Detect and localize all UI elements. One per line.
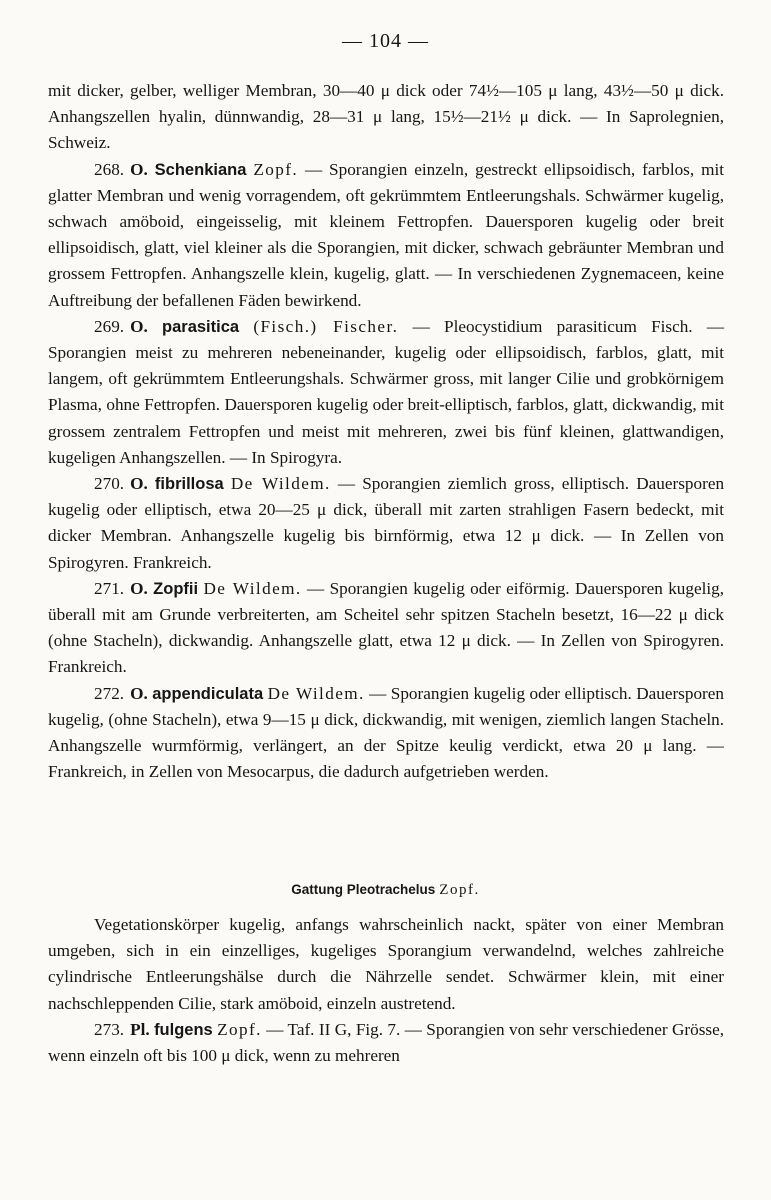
entry-number: 268. — [94, 159, 125, 179]
species-entry — [48, 471, 724, 576]
entry-author: De Wildem. — [267, 683, 365, 703]
entry-genus: O. — [130, 683, 148, 703]
species-entry — [48, 314, 724, 471]
entry-species: parasitica — [162, 317, 240, 336]
entry-text: — Sporangien ziemlich gross, elliptisch. Dauersporen kugelig oder elliptisch, etwa 20—25 μ dick, überall mit zarten strahligen Fasern bedeckt, mit dicker Membran. Anhangszelle kugelig bis birnförmig, etwa 12 μ dick. — In Zellen von Spirogyren. Frankreich. — [48, 474, 725, 572]
entry-number: 270. — [94, 474, 125, 494]
genus-description: Vegetationskörper kugelig, anfangs wahrscheinlich nackt, später von einer Membran umgeben, sich in ein einzelliges, kugeliges Sporangium verwandelnd, welches zahlreiche cylindrische Entleerungshälse durch die Nährzelle sendet. Schwärmer klein, mit einer nachschleppenden Cilie, stark amöboid, einzeln austretend. — [48, 915, 724, 1013]
entry-text: — Taf. II G, Fig. 7. — Sporangien von sehr verschiedener Grösse, wenn einzeln oft bis 100 μ dick, wenn zu mehreren — [48, 1019, 725, 1066]
species-entry — [48, 576, 724, 681]
entry-text: — Sporangien kugelig oder eiförmig. Dauersporen kugelig, überall mit am Grunde verbreiterten, am Scheitel sehr spitzen Stacheln besetzt, 16—22 μ dick (ohne Stacheln), dickwandig. Anhangszelle glatt, etwa 12 μ dick. — In Zellen von Spirogyren. Frankreich. — [48, 578, 725, 677]
genus-heading-label: Gattung Pleotrachelus — [291, 882, 436, 897]
genus-heading — [0, 882, 771, 899]
entry-species: fulgens — [154, 1020, 213, 1039]
entry-text: — Sporangien kugelig oder elliptisch. Dauersporen kugelig, (ohne Stacheln), etwa 9—15 μ dick, dickwandig, mit wenigen, ziemlich langen Stacheln. Anhangszelle wurmförmig, verlängert, an der Spitze keulig verdickt, etwa 20 μ lang. — Frankreich, in Zellen von Mesocarpus, die dadurch aufgetrieben werden. — [48, 683, 725, 782]
entry-text: — Sporangien einzeln, gestreckt ellipsoidisch, farblos, mit glatter Membran und wenig vorragendem, oft gekrümmtem Entleerungshals. Schwärmer kugelig, schwach amöboid, eingeisselig, mit kleinem Fettropfen. Dauersporen kugelig oder breit ellipsoidisch, glatt, viel kleiner als die Sporangien, mit dicker, schwach gebräunter Membran und grossem Fettropfen. Anhangszelle klein, kugelig, glatt. — In verschiedenen Zygnemaceen, keine Auftreibung der befallenen Fäden bewirkend. — [48, 159, 725, 310]
entry-author: De Wildem. — [203, 578, 302, 598]
entry-genus: O. — [130, 159, 148, 179]
species-entry — [48, 681, 724, 786]
entry-genus: O. — [130, 474, 148, 494]
main-text — [48, 78, 724, 785]
entry-genus: O. — [130, 316, 148, 336]
entry-number: 273. — [94, 1019, 125, 1039]
entry-text: — Pleocystidium parasiticum Fisch. — Sporangien meist zu mehreren nebeneinander, kugelig oder ellipsoidisch, farblos, glatt, mit langem, oft gekrümmtem Entleerungshals. Schwärmer gross, mit langer Cilie und grobkörnigem Plasma, ohne Fettropfen. Dauersporen kugelig oder breit-elliptisch, farblos, glatt, dickwandig, mit grossem zentralem Fettropfen und meist mit mehreren, zwei bis fünf kleinen, glattwandigen, kugeligen Anhangszellen. — In Spirogyra. — [48, 316, 725, 467]
entry-author: Zopf. — [253, 159, 299, 179]
entry-species: appendiculata — [152, 684, 264, 703]
entry-species: Zopfii — [153, 579, 199, 598]
entry-author: De Wildem. — [230, 474, 331, 494]
entry-species: fibrillosa — [154, 475, 224, 494]
species-entry — [48, 157, 724, 314]
genus-section — [48, 912, 724, 1069]
intro-paragraph: mit dicker, gelber, welliger Membran, 30—40 μ dick oder 74½—105 μ lang, 43½—50 μ dick. Anhangszellen hyalin, dünnwandig, 28—31 μ lang, 15½—21½ μ dick. — In Saprolegnien, Schweiz. — [48, 81, 724, 153]
entry-number: 272. — [94, 683, 125, 703]
entry-species: Schenkiana — [154, 160, 247, 179]
entry-number: 271. — [94, 578, 125, 598]
page-number: — 104 — — [342, 30, 429, 52]
genus-heading-author: Zopf. — [439, 882, 480, 898]
entry-genus: Pl. — [130, 1019, 150, 1039]
entry-author: Zopf. — [217, 1019, 262, 1039]
entry-author: (Fisch.) Fischer. — [253, 316, 399, 336]
entry-number: 269. — [94, 316, 125, 336]
entry-genus: O. — [130, 578, 148, 598]
species-entry — [48, 1017, 724, 1069]
